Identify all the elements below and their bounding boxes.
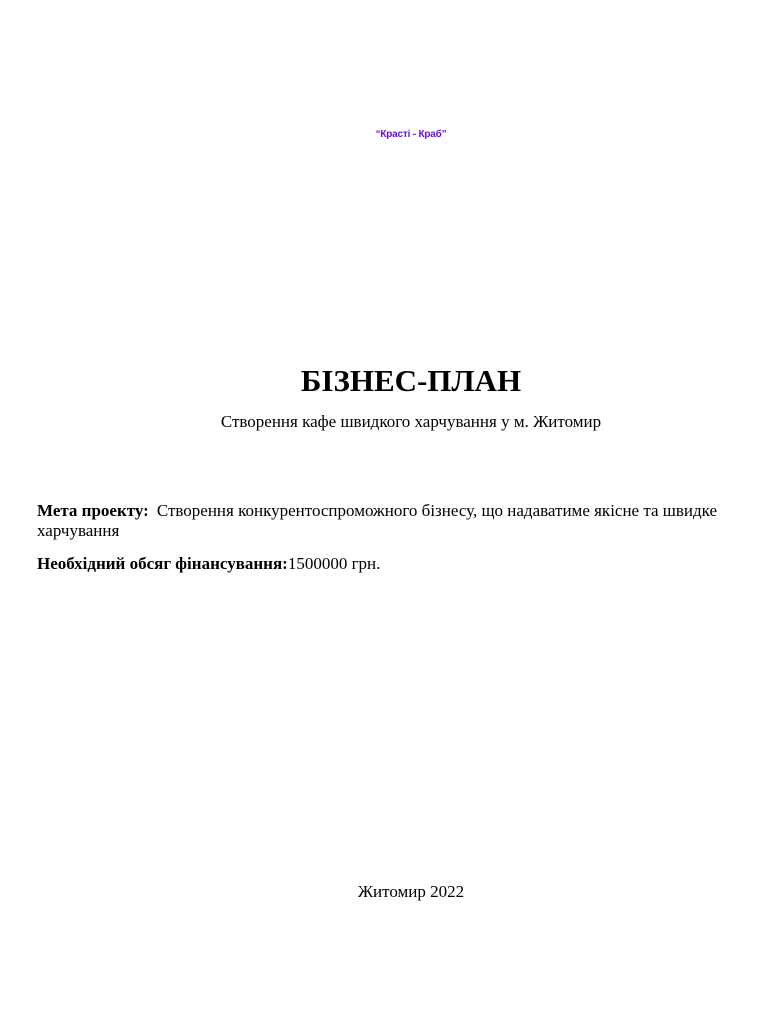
city-year: Житомир 2022: [357, 882, 465, 901]
brand-name: “Красті - Краб”: [375, 129, 447, 140]
project-goal-label: Мета проекту:: [37, 501, 149, 520]
project-goal-text: Створення конкурентоспроможного бізнесу, що надаватиме якісне та швидке харчування: [37, 501, 718, 540]
project-goal: [37, 501, 727, 541]
required-funding: [37, 554, 727, 574]
required-funding-value: 1500000 грн.: [287, 554, 381, 573]
required-funding-label: Необхідний обсяг фінансування:: [37, 554, 288, 573]
document-title: БІЗНЕС-ПЛАН: [300, 363, 522, 398]
document-subtitle: Створення кафе швидкого харчування у м. Житомир: [220, 412, 602, 431]
